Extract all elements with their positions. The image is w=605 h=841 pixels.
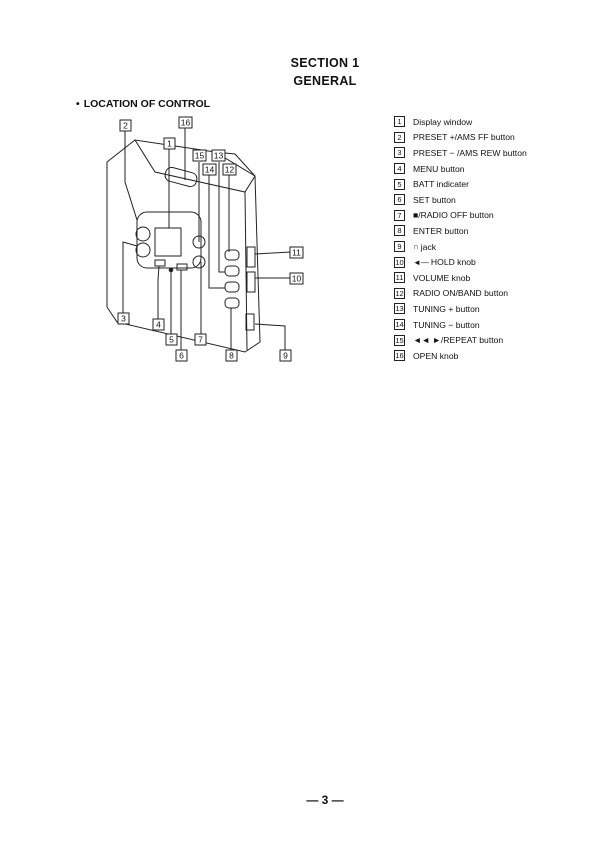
- headphone-icon: ∩: [413, 242, 419, 252]
- legend-label: TUNING + button: [413, 303, 480, 314]
- arrow-left-icon: ◄—: [413, 257, 429, 267]
- svg-text:2: 2: [123, 120, 128, 131]
- location-title: LOCATION OF CONTROL: [83, 98, 211, 110]
- legend-label: HOLD knob: [430, 257, 476, 268]
- legend-label: MENU button: [413, 163, 465, 174]
- legend-label: TUNING − button: [413, 319, 480, 330]
- svg-text:13: 13: [213, 150, 224, 161]
- legend-number: 6: [394, 194, 405, 205]
- legend-item: [394, 332, 527, 348]
- legend-number: 10: [395, 257, 404, 267]
- callout-7: [195, 334, 206, 345]
- legend-item: [394, 348, 527, 364]
- svg-text:8: 8: [229, 350, 234, 361]
- legend-number: 13: [395, 304, 404, 314]
- legend-number: 5: [394, 179, 405, 190]
- legend-item: [394, 145, 527, 161]
- legend-label: PRESET +/AMS FF button: [413, 132, 515, 143]
- callout-16: [179, 117, 192, 128]
- device-diagram: [95, 112, 305, 372]
- legend-label: ENTER button: [413, 225, 469, 236]
- legend-number: 2: [394, 132, 405, 143]
- svg-text:9: 9: [283, 350, 288, 361]
- legend-label: BATT indicater: [413, 179, 470, 190]
- legend-item: [394, 270, 527, 286]
- callout-12: [223, 164, 236, 175]
- legend-item: [394, 223, 527, 239]
- location-heading: [76, 98, 210, 110]
- device-body: [107, 140, 260, 352]
- callout-6: [176, 350, 187, 361]
- svg-text:7: 7: [198, 334, 203, 345]
- svg-text:3: 3: [121, 313, 126, 324]
- legend-label: VOLUME knob: [413, 272, 471, 283]
- legend-number: 14: [395, 320, 404, 330]
- svg-text:4: 4: [156, 319, 161, 330]
- callout-11: [290, 247, 303, 258]
- callout-13: [212, 150, 225, 161]
- control-legend: [394, 114, 527, 364]
- legend-label: Display window: [413, 116, 473, 127]
- legend-item: [394, 208, 527, 224]
- legend-item: [394, 176, 527, 192]
- legend-number: 7: [394, 210, 405, 221]
- svg-text:15: 15: [194, 150, 205, 161]
- svg-text:14: 14: [204, 164, 215, 175]
- legend-label: jack: [420, 241, 437, 252]
- legend-label: ◄◄ ►/REPEAT button: [413, 335, 504, 346]
- legend-item: [394, 239, 527, 255]
- svg-text:1: 1: [167, 138, 172, 149]
- page-number: — 3 —: [306, 793, 344, 807]
- legend-item: [394, 192, 527, 208]
- callout-9: [280, 350, 291, 361]
- section-title: GENERAL: [293, 74, 357, 88]
- legend-item: [394, 161, 527, 177]
- legend-number: 3: [394, 147, 405, 158]
- legend-item: [394, 254, 527, 270]
- svg-text:6: 6: [179, 350, 184, 361]
- callout-1: [164, 138, 175, 149]
- legend-number: 1: [394, 116, 405, 127]
- batt-indicator: [169, 268, 173, 272]
- legend-number: 11: [395, 273, 404, 283]
- callout-10: [290, 273, 303, 284]
- legend-label: SET button: [413, 194, 456, 205]
- legend-item: [394, 130, 527, 146]
- legend-item: [394, 301, 527, 317]
- legend-number: 4: [394, 163, 405, 174]
- callout-8: [226, 350, 237, 361]
- svg-text:10: 10: [291, 273, 302, 284]
- legend-number: 9: [394, 241, 405, 252]
- callout-14: [203, 164, 216, 175]
- legend-item: [394, 286, 527, 302]
- callout-5: [166, 334, 177, 345]
- legend-number: 15: [395, 335, 404, 345]
- callout-15: [193, 150, 206, 161]
- legend-item: [394, 317, 527, 333]
- legend-label: ■/RADIO OFF button: [413, 210, 494, 221]
- legend-label: OPEN knob: [413, 350, 459, 361]
- legend-item: [394, 114, 527, 130]
- legend-label: RADIO ON/BAND button: [413, 288, 509, 299]
- legend-label: PRESET − /AMS REW button: [413, 147, 527, 158]
- svg-text:5: 5: [169, 334, 174, 345]
- bullet: •: [76, 98, 80, 110]
- svg-text:16: 16: [180, 117, 191, 128]
- callout-2: [120, 120, 131, 131]
- legend-number: 16: [395, 351, 404, 361]
- callout-3: [118, 313, 129, 324]
- callout-4: [153, 319, 164, 330]
- legend-number: 8: [394, 225, 405, 236]
- legend-number: 12: [395, 288, 404, 298]
- svg-text:12: 12: [224, 164, 235, 175]
- section-number: SECTION 1: [290, 56, 360, 70]
- svg-text:11: 11: [292, 247, 301, 258]
